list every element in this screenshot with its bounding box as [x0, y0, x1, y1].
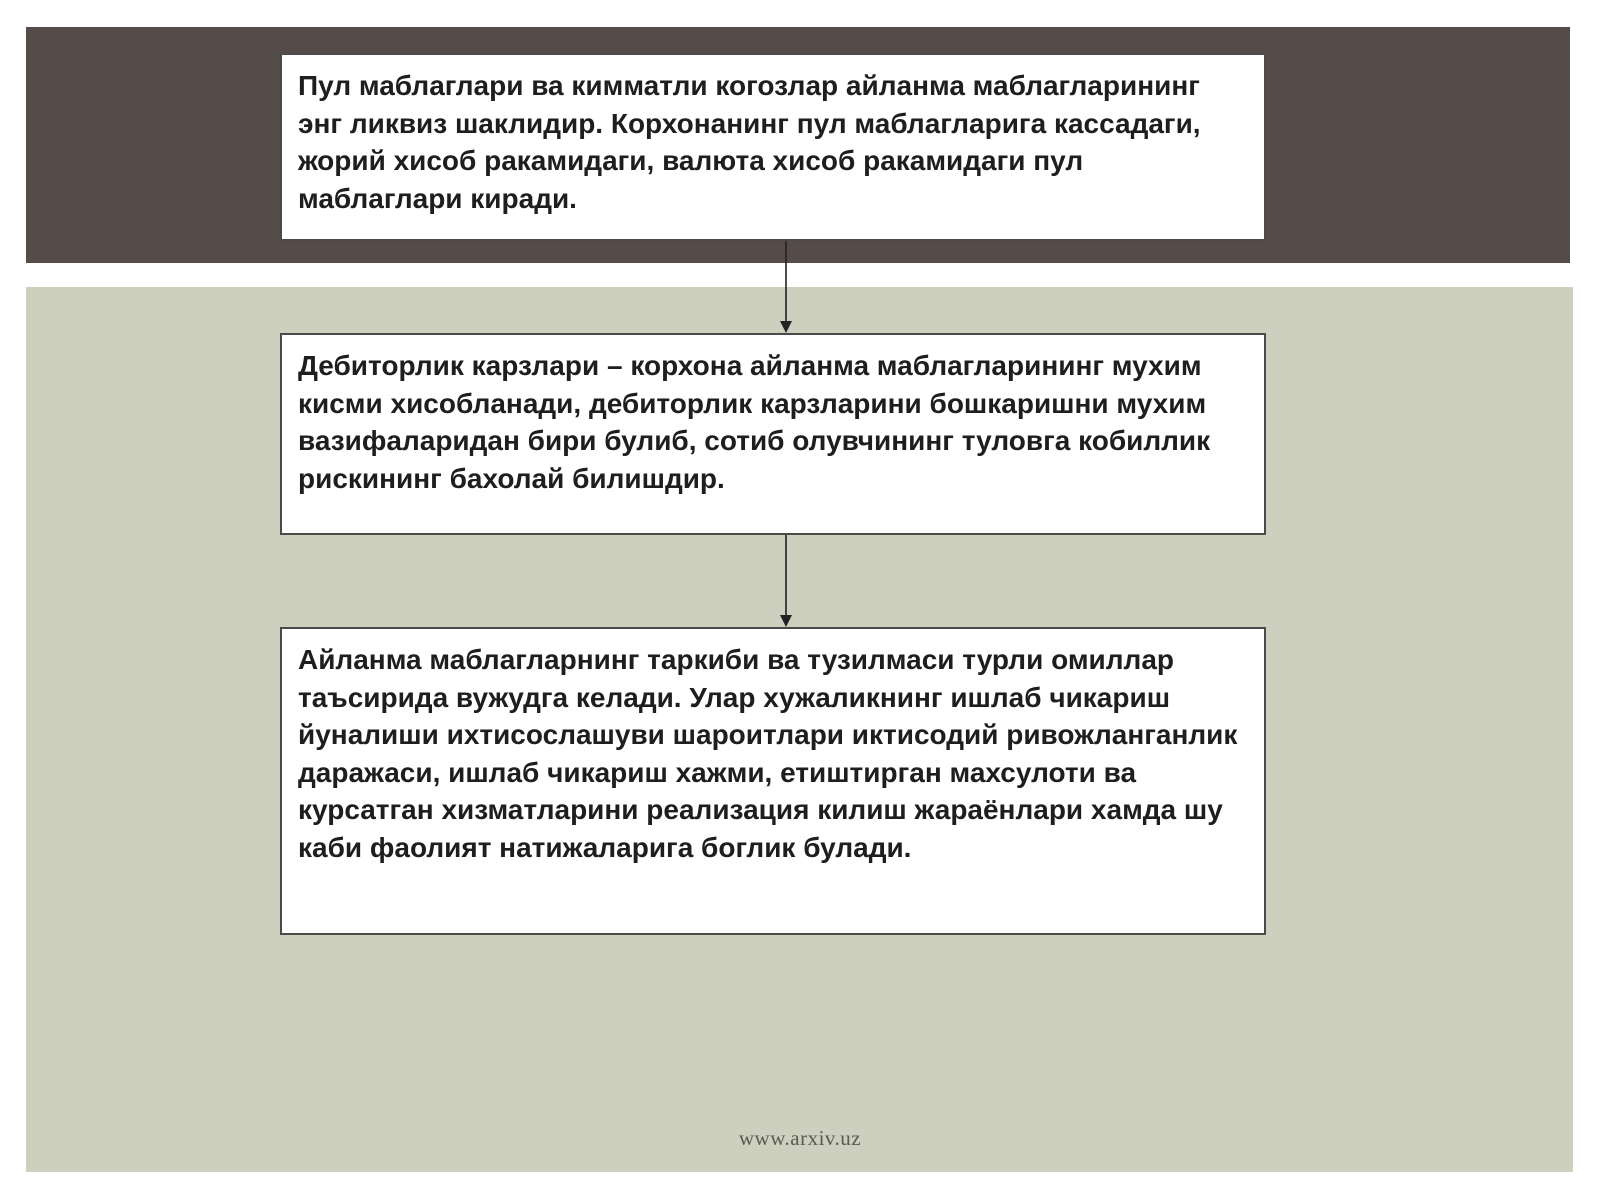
flow-box-cash-text: Пул маблаглари ва кимматли когозлар айланма маблагларининг энг ликвиз шаклидир. Корхонанинг пул маблагларига кассадаги, жорий хисоб ракамидаги, валюта хисоб ракамидаги пул маблаглари киради.: [298, 70, 1201, 214]
footer-website: www.arxiv.uz: [738, 1126, 862, 1150]
flow-box-cash: [280, 53, 1266, 241]
flow-box-receivables-text: Дебиторлик карзлари – корхона айланма маблагларининг мухим кисми хисобланади, дебиторлик карзларини бошкаришни мухим вазифаларидан бири булиб, сотиб олувчининг туловга кобиллик рискининг бахолай билишдир.: [298, 350, 1211, 494]
flow-box-structure: [280, 627, 1266, 935]
flow-box-receivables: [280, 333, 1266, 535]
flow-box-structure-text: Айланма маблагларнинг таркиби ва тузилмаси турли омиллар таъсирида вужудга келади. Улар хужаликнинг ишлаб чикариш йуналиши ихтисослашуви шароитлари иктисодий ривожланганлик даражаси, ишлаб чикариш хажми, етиштирган махсулоти ва курсатган хизматларини реализация килиш жараёнлари хамда шу каби фаолият натижаларига боглик булади.: [298, 644, 1238, 863]
